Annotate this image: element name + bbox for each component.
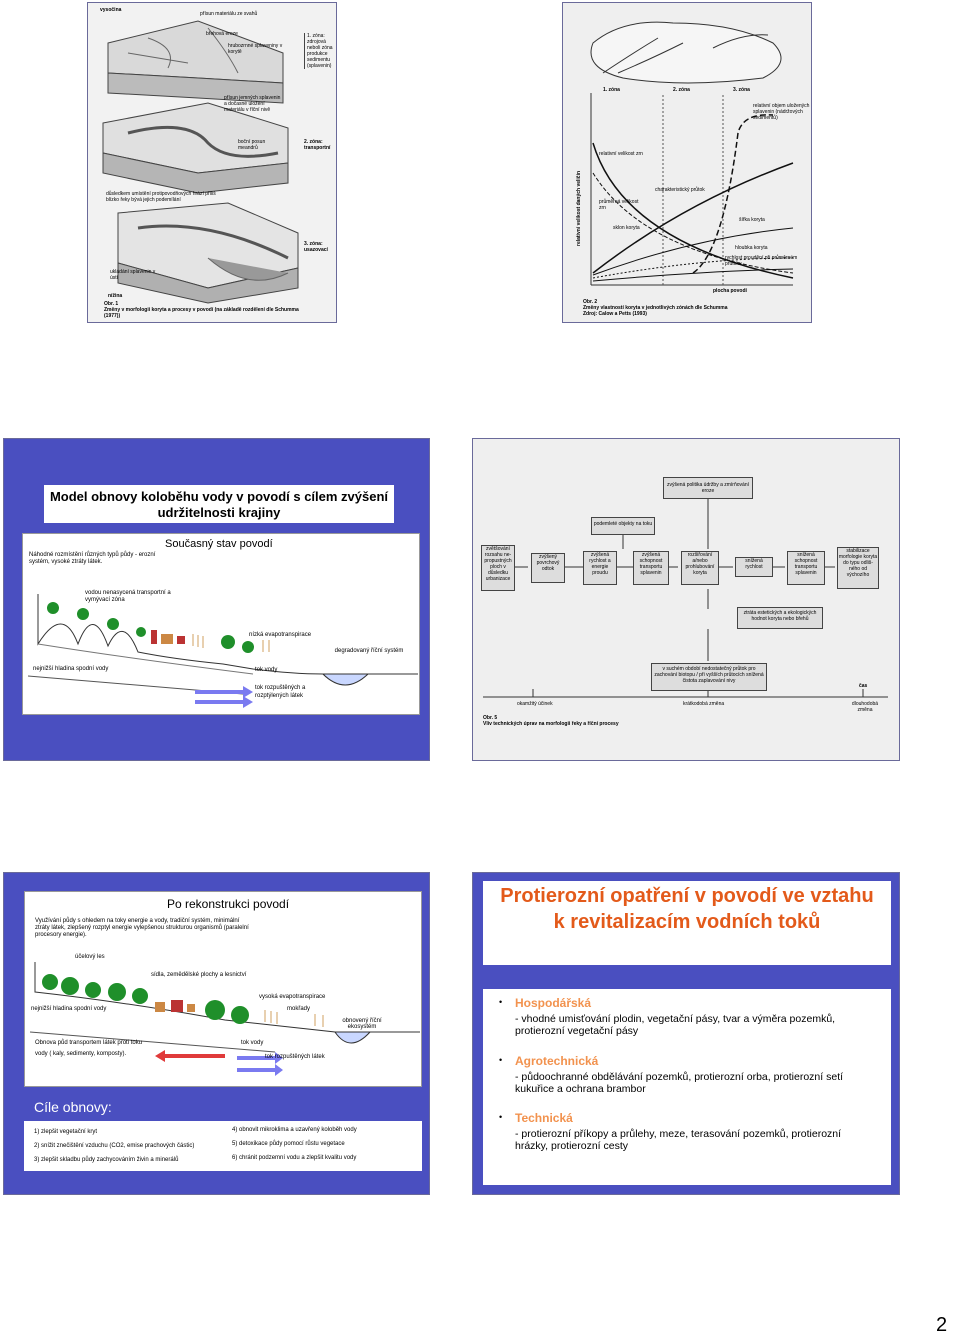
fig1-label: přísun materiálu ze svahů	[200, 11, 258, 17]
fig2-curve-label: plocha povodí	[713, 288, 747, 294]
bullet-head: Agrotechnická	[515, 1054, 599, 1068]
axis-label: krátkodobá změna	[683, 701, 725, 707]
fig5-caption-number: Obr. 5	[483, 715, 498, 721]
goals-box	[24, 1121, 422, 1171]
fig2-zone-1: 1. zóna	[603, 87, 620, 93]
slide3-label: tok rozpuštěných látek	[265, 1054, 325, 1060]
slide3-subtitle: Po rekonstrukci povodí	[167, 897, 290, 911]
fig2-curve-label: průměrná velikost zrn	[599, 199, 639, 211]
flow-box: zvýšená schopnost transportu splavenin	[633, 551, 669, 585]
slide1-label: tok vody	[255, 667, 278, 673]
bullet-dot: •	[499, 997, 503, 1007]
slide-model-after	[3, 872, 430, 1195]
fig2-curve-label: relativní objem uložených splavenin (nádržových sedimentů)	[753, 103, 810, 121]
slide3-label: sídla, zemědělské plochy a lesnictví	[151, 972, 247, 978]
slide3-label: tok vody	[241, 1040, 264, 1046]
slide3-label: vysoká evapotranspirace	[259, 994, 326, 1000]
fig2-caption-number: Obr. 2	[583, 299, 598, 305]
fig2-curve-label: charakteristický průtok	[655, 187, 705, 193]
page-number: 2	[936, 1314, 948, 1336]
fig1-label-vysocina: vysočina	[100, 7, 122, 13]
slide-model-current	[3, 438, 430, 761]
axis-label: dlouhodobá změna	[851, 701, 879, 713]
flow-box: snížená rychlost	[735, 557, 773, 577]
slide1-label: nízká evapotranspirace	[249, 632, 312, 638]
goals-title: Cíle obnovy:	[34, 1099, 112, 1115]
flow-box: snížená schopnost transportu splavenin	[787, 551, 825, 585]
goal-item: 5) detoxikace půdy pomocí růstu vegetace	[232, 1141, 345, 1147]
slide1-label: nejnižší hladina spodní vody	[33, 666, 109, 672]
fig2-zone-3: 3. zóna	[733, 87, 750, 93]
goal-item: 3) zlepšit skladbu půdy zachycováním živin a minerálů	[34, 1157, 179, 1163]
slide3-label: obnovený říční ekosystém	[342, 1018, 382, 1030]
fig2-curve-label: hloubka koryta	[735, 245, 768, 251]
fig1-label: ukládání splavenin v ústí	[110, 269, 156, 281]
fig1-zone-1: 1. zóna: zdrojová neboli zóna produkce sedimentu (splavenin)	[304, 33, 339, 69]
bullet-head: Technická	[515, 1111, 573, 1125]
fig1-label: důsledkem umístění protipovodňových hrází příliš blízko řeky bývá jejich podemílání	[106, 191, 216, 203]
goal-item: 4) obnovit mikroklima a uzavřený koloběh vody	[232, 1127, 357, 1133]
fig1-label: nížina	[108, 293, 123, 299]
fig1-zone-3: 3. zóna: usazovací	[304, 241, 328, 253]
goal-item: 2) snížit znečištění vzduchu (CO2, emise prachových částic)	[34, 1143, 195, 1149]
slide3-label: mokřady	[287, 1006, 311, 1012]
fig2-y-label: relativní velikost daných veličin	[576, 170, 582, 246]
flow-box: stabilizace morfologie koryta do typu odliš-ného od výchozího	[837, 547, 879, 589]
fig2-caption-source: Zdroj: Calow a Petts (1993)	[583, 311, 647, 317]
slide1-title: Model obnovy koloběhu vody v povodí s cílem zvýšení udržitelnosti krajiny	[49, 489, 389, 520]
fig1-caption: Změny v morfologii koryta a procesy v povodí (na základě rozdělení dle Schumma (1977))	[104, 307, 299, 319]
fig2-caption: Změny vlastností koryta v jednotlivých zónách dle Schumma	[583, 305, 728, 311]
fig1-label: přísun jemných splavenin a dočasné uložení materiálu v říční nivě	[224, 95, 281, 113]
slide-figure-1	[87, 2, 337, 323]
slide1-label: degradovaný říční systém	[334, 648, 404, 654]
slide3-label: účelový les	[75, 954, 105, 960]
goal-item: 6) chránit podzemní vodu a zlepšit kvalitu vody	[232, 1155, 357, 1161]
slide3-intro: Využívání půdy s ohledem na toky energie a vody, tradiční systém, minimální ztráty látek, zlepšený rozptyl energie vylepšenou strukturou organismů (paralelní procesory energie).	[35, 918, 249, 938]
slide3-diagram	[24, 891, 422, 1087]
slide-figure-5	[472, 438, 900, 761]
slide1-diagram	[22, 533, 420, 715]
slide-erosion-measures	[472, 872, 900, 1195]
flow-box: rozšiřování a/nebo prohlubování koryta	[681, 551, 719, 585]
slide3-label: nejnižší hladina spodní vody	[31, 1006, 107, 1012]
fig2-curve-label: rychlost proudění při průměrném průtoku	[725, 255, 798, 267]
fig2-curve-label: šířka koryta	[739, 217, 765, 223]
fig2-curve-label: relativní velikost zrn	[599, 151, 643, 157]
slide-figure-2	[562, 2, 812, 323]
fig2-curve-label: sklon koryta	[613, 225, 640, 231]
slide1-label: tok rozpuštěných a rozptýlených látek	[255, 685, 306, 699]
slide1-subtitle: Současný stav povodí	[165, 538, 273, 550]
bullet-text: - vhodné umisťování plodin, vegetační pásy, tvar a výměra pozemků, protierozní vegetační pásy	[515, 1013, 836, 1037]
flow-box: zvětšování rozsahu ne-propustných ploch v důsledku urbanizace	[481, 545, 515, 591]
flow-box: podemleté objekty na toku	[591, 517, 655, 535]
bullet-head: Hospodářská	[515, 996, 592, 1010]
flow-box: v suchém období nedostatečný průtok pro zachování biotopu / při vyšších průtocích snížená čistota zaplavování nivy	[651, 663, 767, 691]
fig2-zone-2: 2. zóna	[673, 87, 690, 93]
goal-item: 1) zlepšit vegetační kryt	[34, 1129, 98, 1135]
fig1-label: boční posun meandrů	[238, 139, 266, 151]
flow-box: ztráta estetických a ekologických hodnot koryta nebo břehů	[737, 607, 823, 629]
flow-box: zvýšený povrchový odtok	[531, 553, 565, 583]
fig1-label: břehová eroze	[206, 31, 238, 37]
fig1-zone-2: 2. zóna: transportní	[304, 139, 331, 151]
fig1-label: hrubozrnné splaveniny v korytě	[228, 43, 283, 55]
axis-label-time: čas	[859, 683, 868, 689]
slide1-label: Náhodné rozmístění různých typů půdy - erozní systém, vysoké ztráty látek.	[29, 552, 156, 565]
bullet-text: - půdoochranné obdělávání pozemků, protierozní orba, protierozní setí kukuřice a ochrana brambor	[515, 1071, 844, 1095]
bullet-dot: •	[499, 1112, 503, 1122]
flow-box: zvýšená rychlost a energie proudu	[583, 551, 617, 585]
fig5-caption: Vliv technických úprav na morfologii řeky a říční procesy	[483, 721, 619, 727]
slide1-label: vodou nenasycená transportní a vymývací zóna	[85, 590, 171, 603]
zones-curves-chart	[563, 3, 813, 324]
slide3-label: Obnova půd transportem látek proti toku vody ( kaly, sedimenty, komposty).	[35, 1040, 143, 1057]
axis-label: okamžitý účinek	[517, 701, 553, 707]
fig1-caption-number: Obr. 1	[104, 301, 119, 307]
slide4-title: Protierozní opatření v povodí ve vztahu k revitalizacím vodních toků	[500, 885, 874, 933]
bullet-dot: •	[499, 1055, 503, 1065]
flow-box: zvýšená politika údržby a zmírňování eroze	[663, 477, 753, 499]
bullet-text: - protierozní příkopy a průlehy, meze, terasování pozemků, protierozní hrázky, protierozní cesty	[515, 1128, 842, 1152]
